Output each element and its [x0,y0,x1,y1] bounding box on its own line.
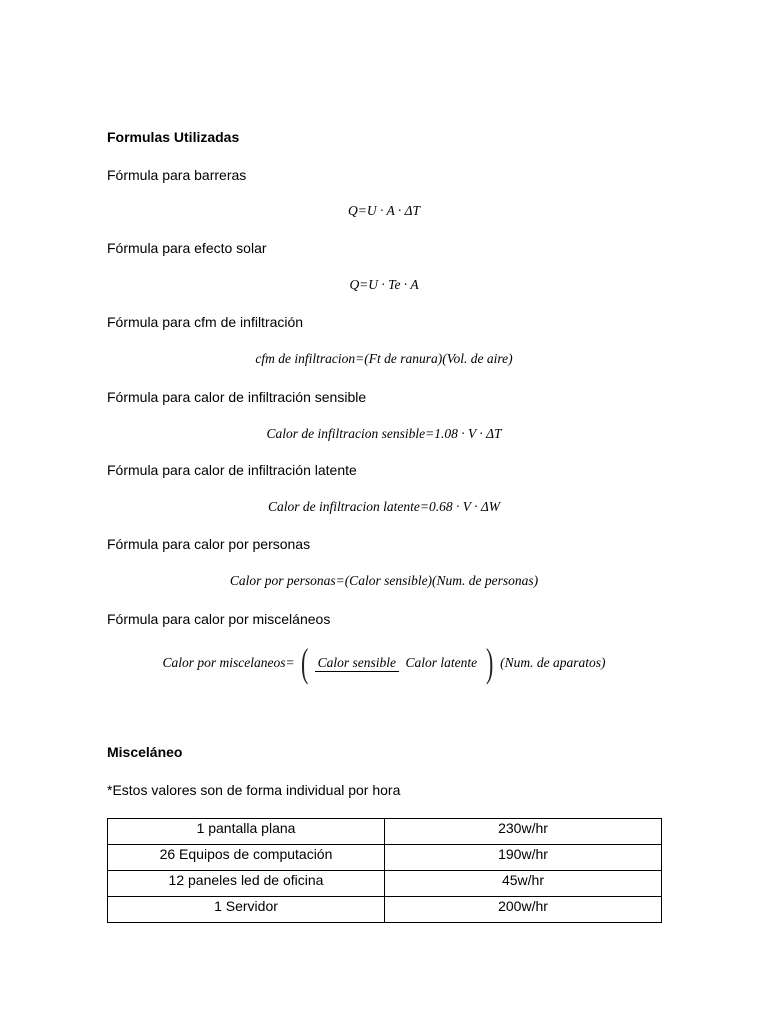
fraction [315,654,480,672]
formula-infiltracion-sensible: Calor de infiltracion sensible=1.08 · V · ΔT [266,426,502,441]
table-cell-item: 1 Servidor [108,897,385,923]
table-cell-value: 45w/hr [385,871,662,897]
formula-label-barreras: Fórmula para barreras [107,167,247,183]
formula-miscelaneos [0,640,768,685]
formula-miscelaneos-lhs: Calor por miscelaneos= [162,655,295,670]
table-cell-value: 230w/hr [385,819,662,845]
formula-cfm: cfm de infiltracion=(Ft de ranura)(Vol. de aire) [255,351,513,366]
table-cell-item: 26 Equipos de computación [108,845,385,871]
section-title-formulas: Formulas Utilizadas [107,129,240,145]
formula-label-cfm: Fórmula para cfm de infiltración [107,314,304,330]
formula-label-efecto-solar: Fórmula para efecto solar [107,240,267,256]
miscelaneo-note: *Estos valores son de forma individual por hora [107,782,401,798]
formula-barreras: Q=U · A · ΔT [347,203,421,218]
table-row [108,871,662,897]
table-row [108,819,662,845]
table-row [108,897,662,923]
close-paren-glyph: ) [486,640,494,685]
table-cell-item: 1 pantalla plana [108,819,385,845]
table-cell-value: 200w/hr [385,897,662,923]
formula-infiltracion-latente: Calor de infiltracion latente=0.68 · V · ΔW [267,499,501,514]
fraction-denominator: Calor latente [405,655,478,670]
table-row [108,845,662,871]
open-paren-glyph: ( [300,640,309,685]
miscelaneo-table [107,818,662,923]
section-title-miscelaneo: Misceláneo [107,744,183,760]
formula-label-miscelaneos: Fórmula para calor por misceláneos [107,611,331,627]
formula-miscelaneos-rhs: (Num. de aparatos) [500,655,606,670]
formula-label-personas: Fórmula para calor por personas [107,536,311,552]
formula-label-infiltracion-latente: Fórmula para calor de infiltración latente [107,462,357,478]
fraction-numerator: Calor sensible [315,655,399,672]
formula-personas: Calor por personas=(Calor sensible)(Num. de personas) [229,573,539,588]
table-cell-value: 190w/hr [385,845,662,871]
table-cell-item: 12 paneles led de oficina [108,871,385,897]
formula-efecto-solar: Q=U · Te · A [349,277,419,292]
formula-label-infiltracion-sensible: Fórmula para calor de infiltración sensible [107,389,367,405]
